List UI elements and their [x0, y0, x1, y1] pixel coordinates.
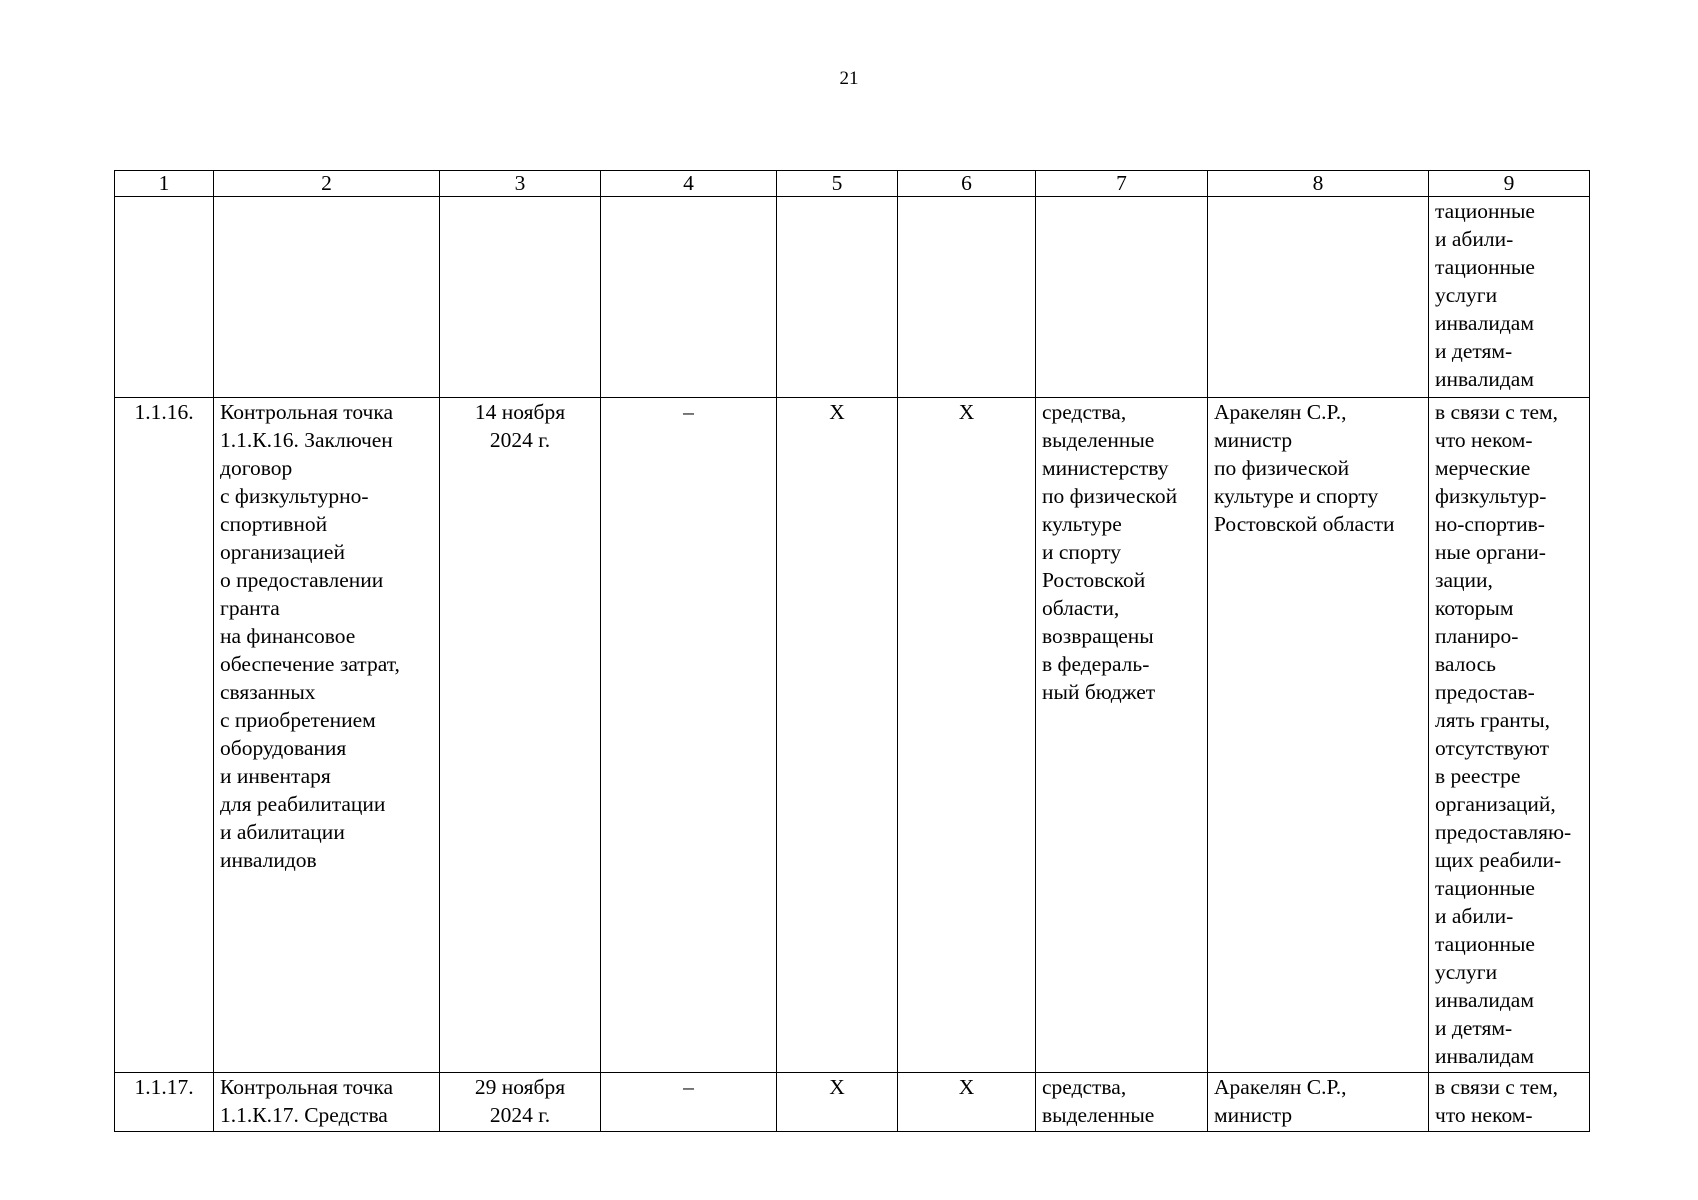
cell-text-line: и детям-	[1435, 1016, 1513, 1040]
cell-text-line: отсутствуют	[1435, 736, 1550, 760]
cell-text-line: тационные	[1435, 932, 1535, 956]
item-number-cell	[115, 197, 214, 398]
cell-text-line: в связи с тем,	[1435, 400, 1559, 424]
cell-text-line: и спорту	[1042, 540, 1122, 564]
date-cell	[440, 197, 601, 398]
cell-text-line: организацией	[220, 540, 345, 564]
cell-text-line: предоставляю-	[1435, 820, 1572, 844]
reason-cell	[1429, 398, 1590, 1073]
cell-text-line: в федераль-	[1042, 652, 1150, 676]
column-5-cell: Х	[777, 1073, 898, 1132]
column-number: 1	[115, 171, 214, 197]
cell-text-line: министр	[1214, 428, 1293, 452]
event-name-cell	[214, 1073, 440, 1132]
cell-text-line: планиро-	[1435, 624, 1519, 648]
cell-text-line: области,	[1042, 596, 1120, 620]
table-row	[115, 398, 1590, 1073]
cell-text-line: для реабилитации	[220, 792, 386, 816]
cell-text-line: что неком-	[1435, 1103, 1533, 1127]
cell-text-line: выделенные	[1042, 1103, 1155, 1127]
column-6-cell: Х	[898, 398, 1036, 1073]
cell-text-line: выделенные	[1042, 428, 1155, 452]
cell-text-line: спортивной	[220, 512, 328, 536]
column-number: 3	[440, 171, 601, 197]
cell-text-line: щих реабили-	[1435, 848, 1562, 872]
cell-text-line: Контрольная точка	[220, 1075, 394, 1099]
cell-text-line: с физкультурно-	[220, 484, 369, 508]
cell-text-line: министр	[1214, 1103, 1293, 1127]
cell-text-line: мерческие	[1435, 456, 1531, 480]
cell-text-line: средства,	[1042, 1075, 1127, 1099]
cell-text-line: гранта	[220, 596, 280, 620]
column-6-cell	[898, 197, 1036, 398]
cell-text-line: что неком-	[1435, 428, 1533, 452]
cell-text-line: зации,	[1435, 568, 1493, 592]
cell-text-line: Ростовской	[1042, 568, 1146, 592]
plan-table	[114, 170, 1590, 1132]
cell-text-line: 29 ноября	[474, 1075, 566, 1099]
cell-text-line: организаций,	[1435, 792, 1556, 816]
cell-text-line: в связи с тем,	[1435, 1075, 1559, 1099]
cell-text-line: Контрольная точка	[220, 400, 394, 424]
cell-text-line: министерству	[1042, 456, 1169, 480]
cell-text-line: услуги	[1435, 283, 1498, 307]
column-number: 5	[777, 171, 898, 197]
cell-text-line: о предоставлении	[220, 568, 384, 592]
cell-text-line: Аракелян С.Р.,	[1214, 400, 1347, 424]
date-cell	[440, 1073, 601, 1132]
column-6-cell: Х	[898, 1073, 1036, 1132]
column-5-cell	[777, 197, 898, 398]
cell-text-line: инвалидов	[220, 848, 317, 872]
cell-text-line: по физической	[1214, 456, 1350, 480]
cell-text-line: культуре	[1042, 512, 1122, 536]
responsible-cell	[1208, 398, 1429, 1073]
column-number: 8	[1208, 171, 1429, 197]
cell-text-line: которым	[1435, 596, 1514, 620]
cell-text-line: с приобретением	[220, 708, 376, 732]
responsible-cell	[1208, 1073, 1429, 1132]
column-number: 2	[214, 171, 440, 197]
column-number: 7	[1036, 171, 1208, 197]
cell-text-line: 2024 г.	[489, 428, 551, 452]
reason-cell	[1429, 1073, 1590, 1132]
cell-text-line: 1.1.К.16. Заключен	[220, 428, 393, 452]
cell-text-line: обеспечение затрат,	[220, 652, 400, 676]
column-4-cell	[601, 197, 777, 398]
cell-text-line: по физической	[1042, 484, 1178, 508]
cell-text-line: лять гранты,	[1435, 708, 1551, 732]
cell-text-line: и абилитации	[220, 820, 345, 844]
cell-text-line: и абили-	[1435, 227, 1514, 251]
cell-text-line: Ростовской области	[1214, 512, 1395, 536]
cell-text-line: и детям-	[1435, 339, 1513, 363]
cell-text-line: услуги	[1435, 960, 1498, 984]
table-row	[115, 197, 1590, 398]
column-4-cell: –	[601, 1073, 777, 1132]
cell-text-line: тационные	[1435, 876, 1535, 900]
date-cell	[440, 398, 601, 1073]
cell-text-line: инвалидам	[1435, 988, 1534, 1012]
cell-text-line: культуре и спорту	[1214, 484, 1379, 508]
consequences-cell	[1036, 398, 1208, 1073]
cell-text-line: на финансовое	[220, 624, 356, 648]
cell-text-line: 14 ноября	[474, 400, 566, 424]
column-4-cell: –	[601, 398, 777, 1073]
column-number: 6	[898, 171, 1036, 197]
cell-text-line: и абили-	[1435, 904, 1514, 928]
responsible-cell	[1208, 197, 1429, 398]
cell-text-line: ный бюджет	[1042, 680, 1156, 704]
cell-text-line: возвращены	[1042, 624, 1154, 648]
cell-text-line: инвалидам	[1435, 367, 1534, 391]
cell-text-line: инвалидам	[1435, 311, 1534, 335]
item-number-cell: 1.1.17.	[115, 1073, 214, 1132]
table-header-row	[115, 171, 1590, 197]
cell-text-line: физкультур-	[1435, 484, 1547, 508]
event-name-cell	[214, 197, 440, 398]
cell-text-line: договор	[220, 456, 293, 480]
cell-text-line: в реестре	[1435, 764, 1521, 788]
cell-text-line: предостав-	[1435, 680, 1535, 704]
consequences-cell	[1036, 197, 1208, 398]
page-number: 21	[839, 68, 859, 89]
cell-text-line: но-спортив-	[1435, 512, 1545, 536]
cell-text-line: связанных	[220, 680, 316, 704]
consequences-cell	[1036, 1073, 1208, 1132]
cell-text-line: 1.1.К.17. Средства	[220, 1103, 388, 1127]
cell-text-line: тационные	[1435, 255, 1535, 279]
column-number: 9	[1429, 171, 1590, 197]
cell-text-line: средства,	[1042, 400, 1127, 424]
cell-text-line: ные органи-	[1435, 540, 1546, 564]
cell-text-line: тационные	[1435, 199, 1535, 223]
table-row	[115, 1073, 1590, 1132]
item-number-cell: 1.1.16.	[115, 398, 214, 1073]
column-number: 4	[601, 171, 777, 197]
cell-text-line: инвалидам	[1435, 1044, 1534, 1068]
cell-text-line: оборудования	[220, 736, 347, 760]
column-5-cell: Х	[777, 398, 898, 1073]
cell-text-line: валось	[1435, 652, 1496, 676]
cell-text-line: Аракелян С.Р.,	[1214, 1075, 1347, 1099]
event-name-cell	[214, 398, 440, 1073]
reason-cell	[1429, 197, 1590, 398]
cell-text-line: и инвентаря	[220, 764, 331, 788]
cell-text-line: 2024 г.	[489, 1103, 551, 1127]
